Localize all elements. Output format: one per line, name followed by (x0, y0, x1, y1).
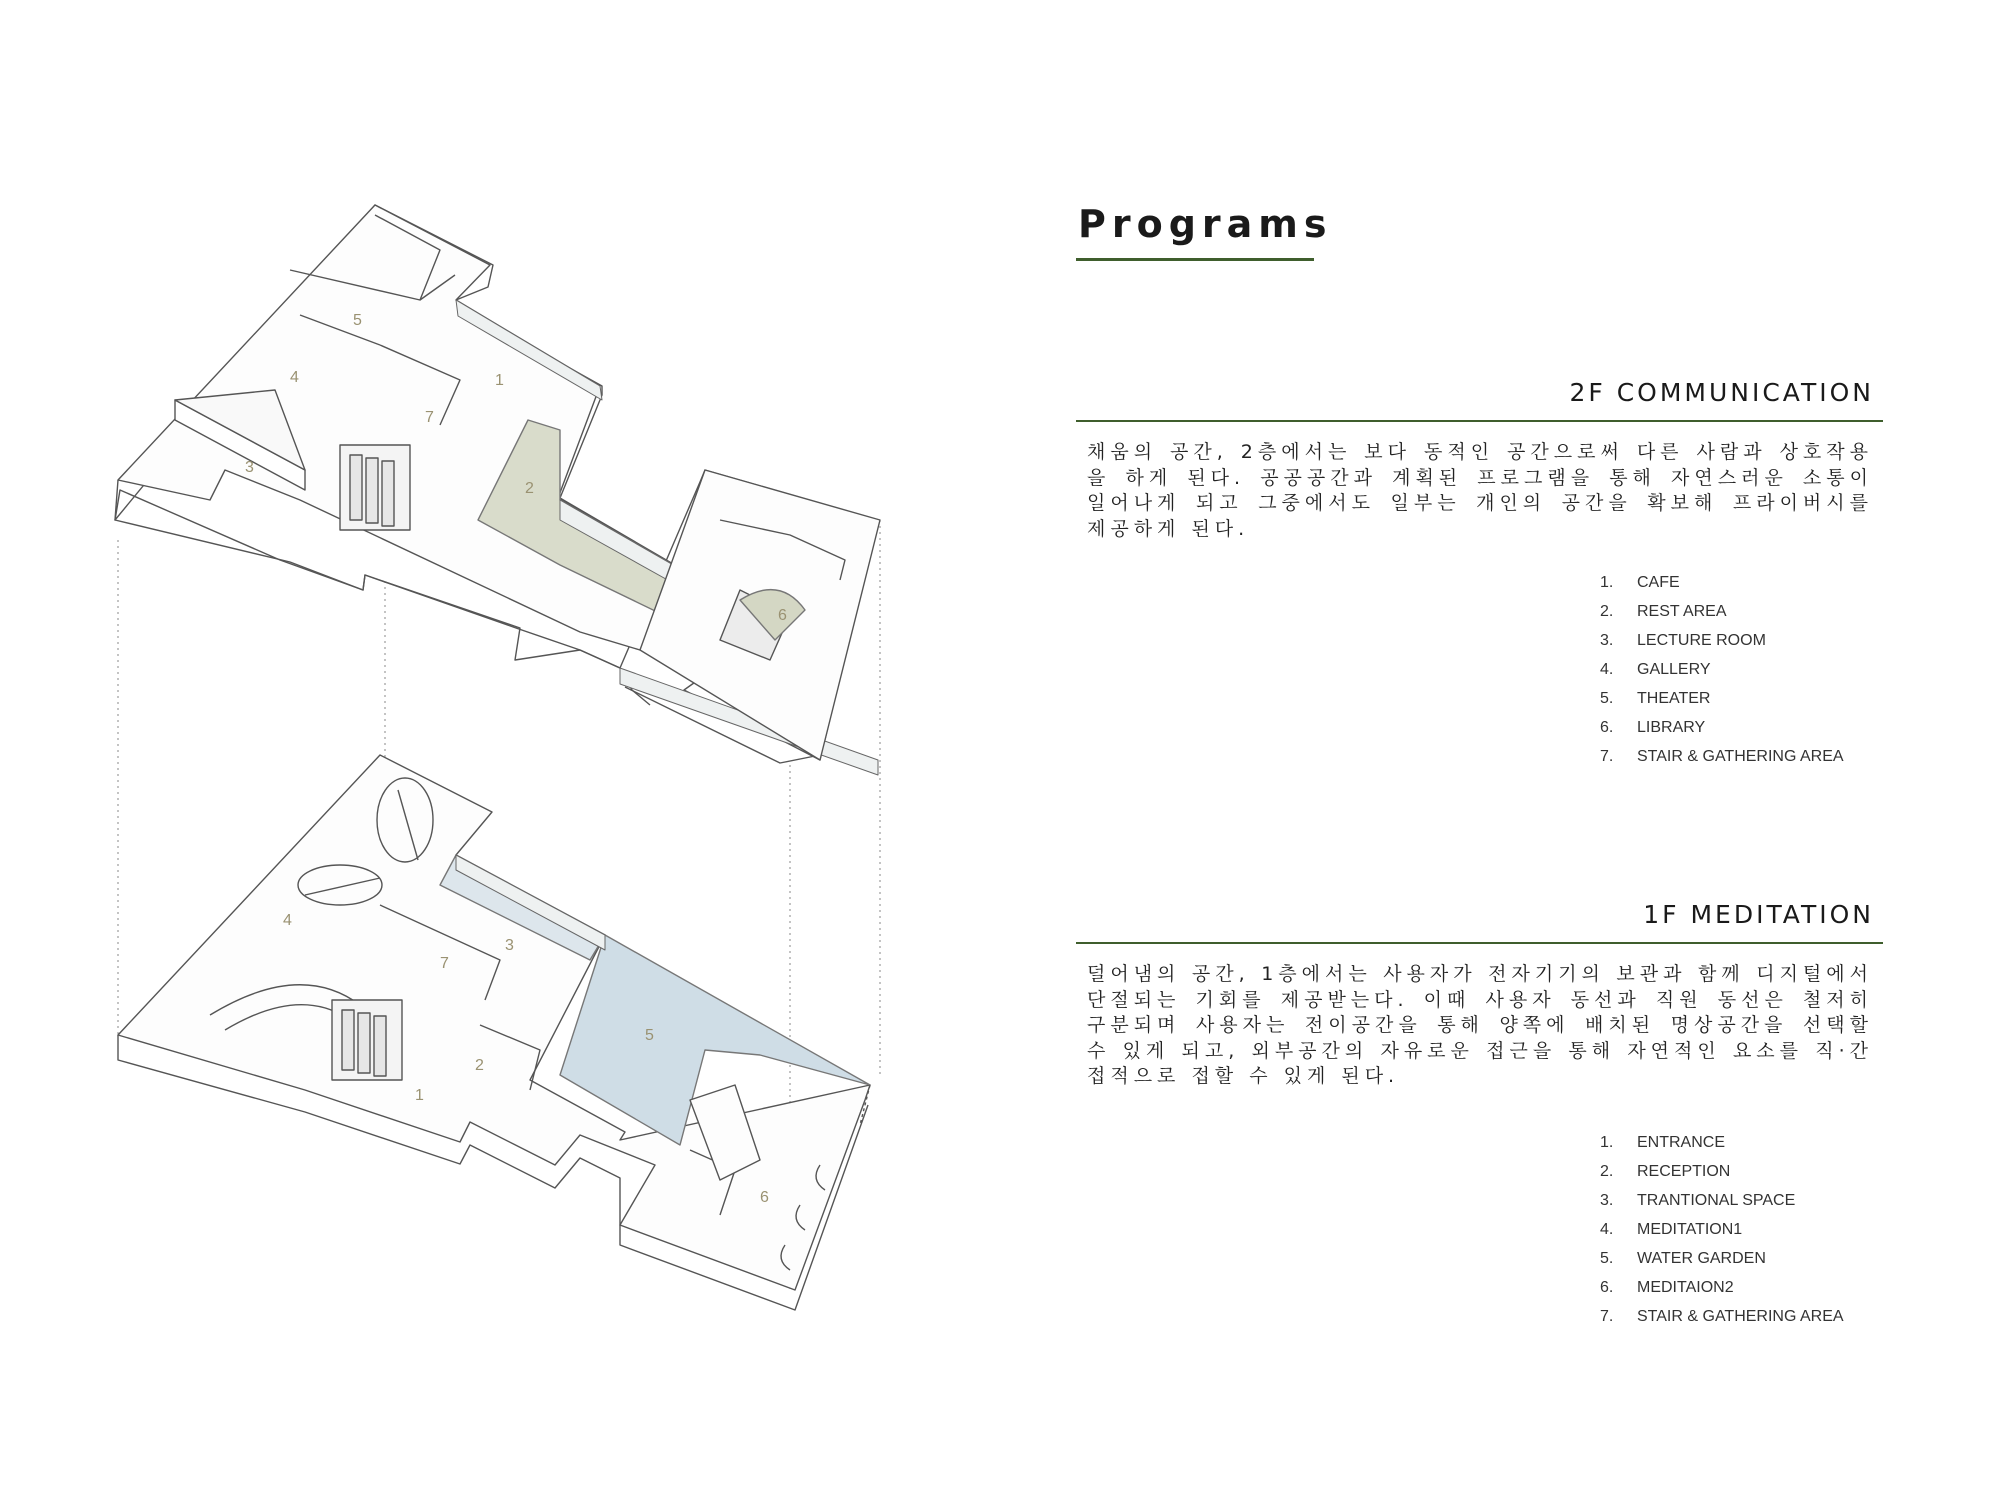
lower-label-2: 2 (475, 1057, 484, 1074)
list-item (1600, 684, 1844, 713)
upper-floor-2f (115, 205, 880, 775)
section-paragraph-2f: 채움의 공간, 2층에서는 보다 동적인 공간으로써 다른 사람과 상호작용을 하게 된다. 공공공간과 계획된 프로그램을 통해 자연스러운 소통이 일어나게 되고 그중에서도 일부는 개인의 공간을 확보해 프라이버시를 제공하게 된다. (1087, 441, 1873, 540)
list-item (1600, 1244, 1844, 1273)
upper-label-2: 2 (525, 480, 534, 497)
lower-floor-1f (118, 755, 870, 1310)
list-item (1600, 1302, 1844, 1331)
list-item (1600, 597, 1844, 626)
lower-label-7: 7 (440, 955, 449, 972)
list-item (1600, 713, 1844, 742)
upper-label-7: 7 (425, 409, 434, 426)
list-item (1600, 1273, 1844, 1302)
list-item (1600, 1157, 1844, 1186)
lower-label-4: 4 (283, 912, 292, 929)
list-item (1600, 568, 1844, 597)
list-item-number: 7. (1600, 748, 1614, 765)
list-item (1600, 1128, 1844, 1157)
list-item-label: LECTURE ROOM (1637, 632, 1766, 649)
list-item-label: WATER GARDEN (1637, 1250, 1766, 1267)
list-item-number: 4. (1600, 1221, 1614, 1238)
list-item-number: 1. (1600, 1134, 1614, 1151)
upper-label-1: 1 (495, 372, 504, 389)
list-item-number: 5. (1600, 1250, 1614, 1267)
list-item-number: 6. (1600, 1279, 1614, 1296)
list-item-number: 7. (1600, 1308, 1614, 1325)
section-paragraph-1f: 덜어냄의 공간, 1층에서는 사용자가 전자기기의 보관과 함께 디지털에서 단절되는 기회를 제공받는다. 이때 사용자 동선과 직원 동선은 철저히 구분되며 사용자는 전이공간을 통해 양쪽에 배치된 명상공간을 선택할 수 있게 되고, 외부공간의 자유로운 접근을 통해 자연적인 요소를 직·간접적으로 접할 수 있게 된다. (1087, 963, 1873, 1087)
list-item-label: LIBRARY (1637, 719, 1706, 736)
program-list-2f (1600, 568, 1844, 771)
list-item (1600, 655, 1844, 684)
list-item-number: 4. (1600, 661, 1614, 678)
list-item-label: STAIR & GATHERING AREA (1637, 1308, 1844, 1325)
list-item (1600, 742, 1844, 771)
upper-label-3: 3 (245, 459, 254, 476)
list-item-number: 2. (1600, 603, 1614, 620)
list-item-number: 3. (1600, 1192, 1614, 1209)
list-item-label: STAIR & GATHERING AREA (1637, 748, 1844, 765)
list-item-label: RECEPTION (1637, 1163, 1731, 1180)
list-item-label: MEDITATION1 (1637, 1221, 1743, 1238)
lower-label-1: 1 (415, 1087, 424, 1104)
lower-label-5: 5 (645, 1027, 654, 1044)
list-item (1600, 626, 1844, 655)
list-item-label: GALLERY (1637, 661, 1711, 678)
upper-label-4: 4 (290, 369, 299, 386)
list-item-number: 1. (1600, 574, 1614, 591)
list-item-label: ENTRANCE (1637, 1134, 1726, 1151)
list-item-label: MEDITAION2 (1637, 1279, 1734, 1296)
section-heading-1f: 1F MEDITATION (1643, 900, 1874, 929)
section-rule-1f (1076, 942, 1883, 944)
section-heading-2f: 2F COMMUNICATION (1569, 378, 1874, 407)
lower-label-3: 3 (505, 937, 514, 954)
section-rule-2f (1076, 420, 1883, 422)
upper-label-6: 6 (778, 607, 787, 624)
page-title: Programs (1078, 202, 1333, 246)
title-underline (1076, 258, 1314, 261)
list-item-label: CAFE (1637, 574, 1680, 591)
list-item-label: TRANTIONAL SPACE (1637, 1192, 1796, 1209)
program-list-1f (1600, 1128, 1844, 1331)
list-item-label: THEATER (1637, 690, 1711, 707)
list-item-number: 6. (1600, 719, 1614, 736)
list-item-number: 5. (1600, 690, 1614, 707)
list-item-label: REST AREA (1637, 603, 1727, 620)
list-item (1600, 1186, 1844, 1215)
lower-label-6: 6 (760, 1189, 769, 1206)
upper-label-5: 5 (353, 312, 362, 329)
list-item (1600, 1215, 1844, 1244)
list-item-number: 2. (1600, 1163, 1614, 1180)
list-item-number: 3. (1600, 632, 1614, 649)
